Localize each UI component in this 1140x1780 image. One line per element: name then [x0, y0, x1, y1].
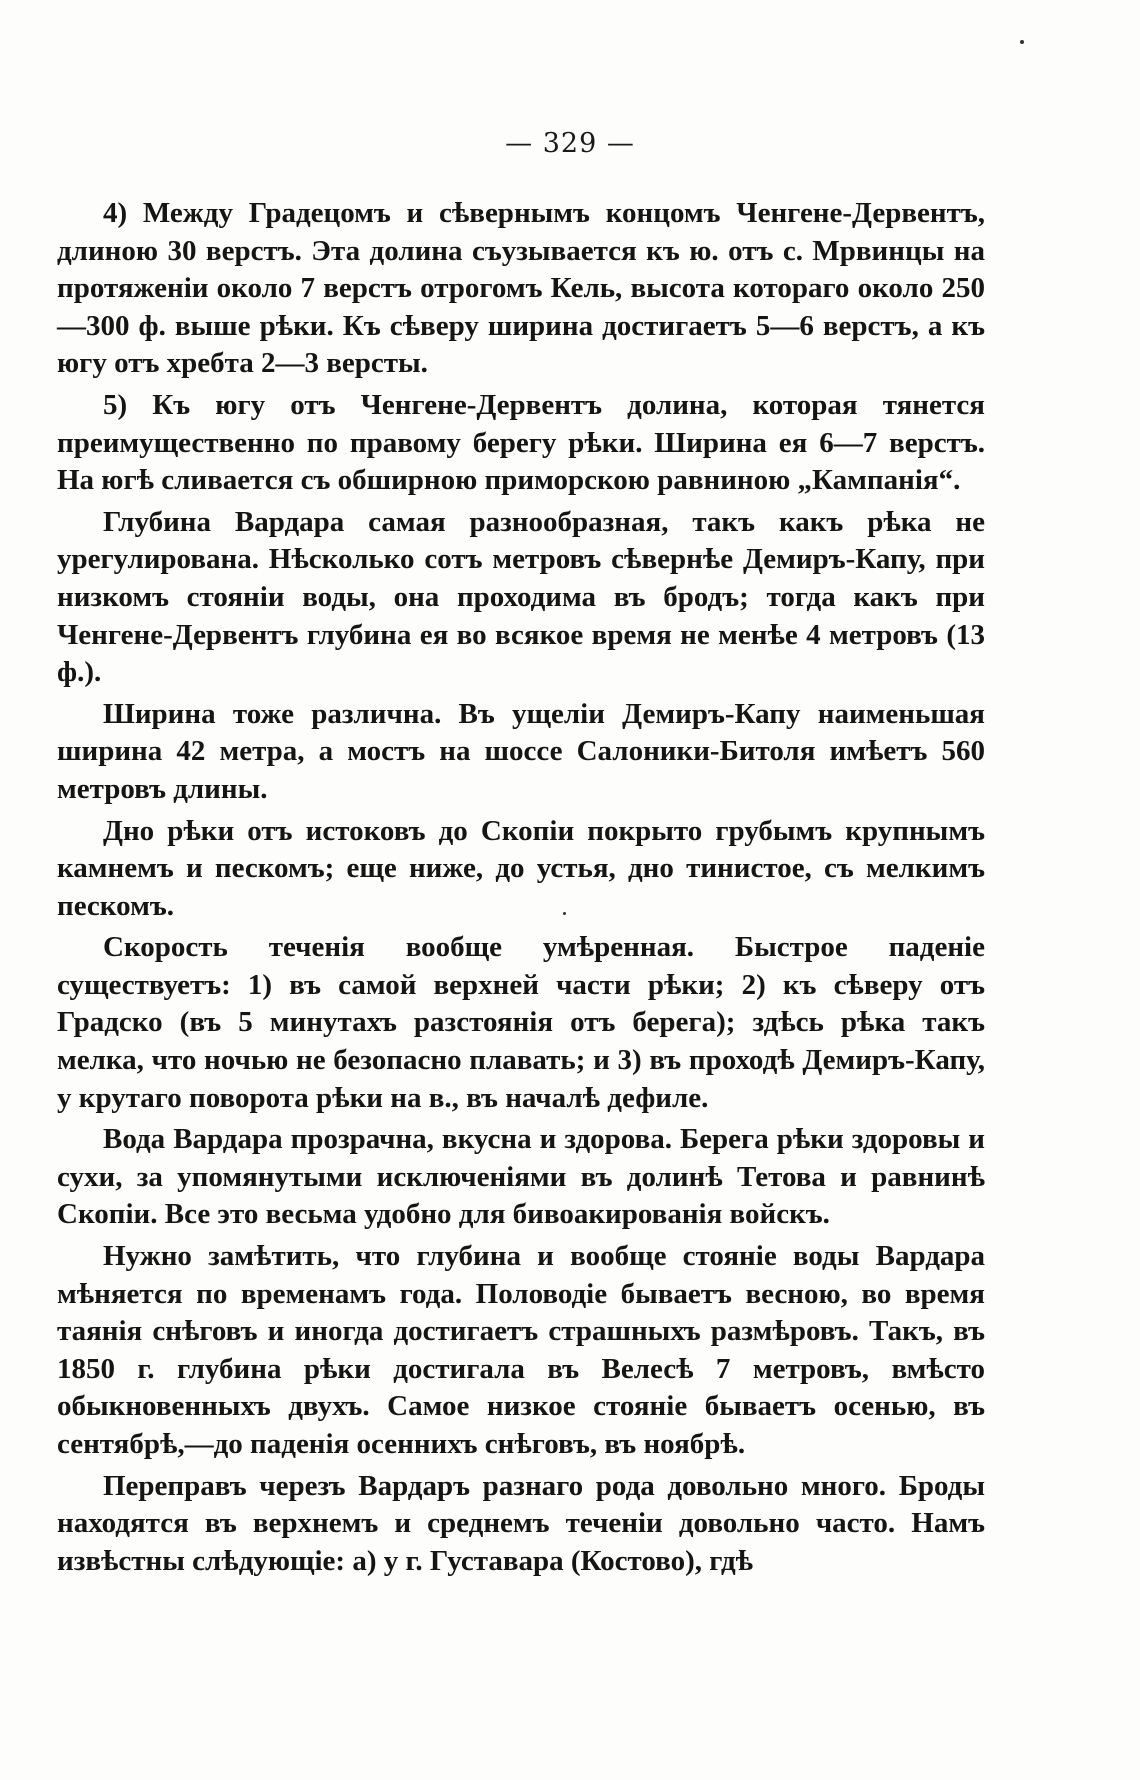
page-number: — 329 —	[505, 128, 635, 159]
paragraph-water-quality: Вода Вардара прозрачна, вкусна и здорова. Берега рѣки здоровы и сухи, за упомянутыми исключеніями въ долинѣ Тетова и равнинѣ Скопіи. Все это весьма удобно для бивоакированія войскъ.	[57, 1123, 985, 1231]
paragraph-riverbed: Дно рѣки отъ истоковъ до Скопіи покрыто грубымъ крупнымъ камнемъ и пескомъ; еще ниже, до устья, дно тинистое, съ мелкимъ пескомъ.	[57, 814, 985, 922]
paragraph-width: Ширина тоже различна. Въ ущеліи Демиръ-Капу наименьшая ширина 42 метра, а мостъ на шоссе Салоники-Битоля имѣетъ 560 метровъ длины.	[57, 697, 985, 805]
paragraph-current-speed: Скорость теченія вообще умѣренная. Быстрое паденіе существуетъ: 1) въ самой верхней части рѣки; 2) къ сѣверу отъ Градско (въ 5 минутахъ разстоянія отъ берега); здѣсь рѣка такъ мелка, что ночью не безопасно плавать; и 3) въ проходѣ Демиръ-Капу, у крутаго поворота рѣки на в., въ началѣ дефиле.	[57, 931, 985, 1114]
speck-mark	[1020, 40, 1024, 44]
paragraph-4-valley: 4) Между Градецомъ и сѣвернымъ концомъ Ченгене-Дервентъ, длиною 30 верстъ. Эта долина съузывается къ ю. отъ с. Мрвинцы на протяженіи около 7 верстъ отрогомъ Кель, высота котораго около 250—300 ф. выше рѣки. Къ сѣверу ширина достигаетъ 5—6 верстъ, а къ югу отъ хребта 2—3 версты.	[57, 197, 985, 380]
paragraph-5-valley: 5) Къ югу отъ Ченгене-Дервентъ долина, которая тянется преимущественно по правому берегу рѣки. Ширина ея 6—7 верстъ. На югѣ сливается съ обширною приморскою равниною „Кампанія“.	[57, 388, 985, 497]
body-text	[57, 195, 985, 1584]
paragraph-crossings: Переправъ черезъ Вардаръ разнаго рода довольно много. Броды находятся въ верхнемъ и среднемъ теченіи довольно часто. Намъ извѣстны слѣдующіе: а) у г. Густавара (Костово), гдѣ	[57, 1469, 985, 1577]
paragraph-water-level: Нужно замѣтить, что глубина и вообще стояніе воды Вардара мѣняется по временамъ года. Половодіе бываетъ весною, во время таянія снѣговъ и иногда достигаетъ страшныхъ размѣровъ. Такъ, въ 1850 г. глубина рѣки достигала въ Велесѣ 7 метровъ, вмѣсто обыкновенныхъ двухъ. Самое низкое стояніе бываетъ осенью, въ сентябрѣ,—до паденія осеннихъ снѣговъ, въ ноябрѣ.	[57, 1240, 985, 1460]
paragraph-depth: Глубина Вардара самая разнообразная, такъ какъ рѣка не урегулирована. Нѣсколько сотъ метровъ сѣвернѣе Демиръ-Капу, при низкомъ стояніи воды, она проходима въ бродъ; тогда какъ при Ченгене-Дервентъ глубина ея во всякое время не менѣе 4 метровъ (13 ф.).	[57, 505, 985, 689]
